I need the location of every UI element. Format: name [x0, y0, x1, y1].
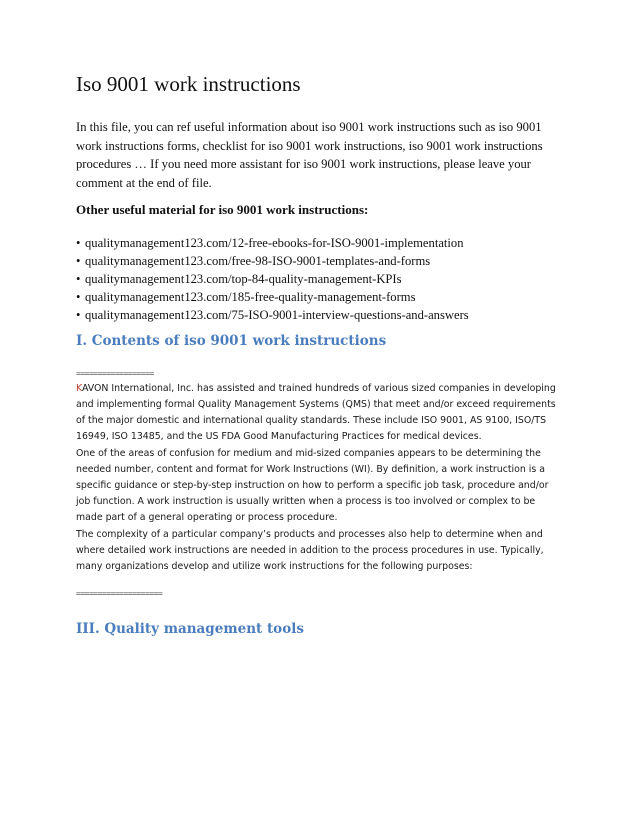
link-text[interactable]: qualitymanagement123.com/185-free-quality-management-forms [85, 290, 416, 304]
bullet-icon: • [76, 290, 81, 304]
dropcap-letter: K [76, 383, 82, 394]
paragraph-line: and implementing formal Quality Management Systems (QMS) that meet and/or exceed requirements [76, 399, 556, 410]
link-text[interactable]: qualitymanagement123.com/75-ISO-9001-interview-questions-and-answers [85, 308, 469, 322]
intro-line: In this file, you can ref useful information about iso 9001 work instructions such as iso 9001 [76, 120, 542, 134]
paragraph-confusion [76, 446, 566, 526]
list-item[interactable] [76, 234, 469, 252]
link-text[interactable]: qualitymanagement123.com/free-98-ISO-9001-templates-and-forms [85, 254, 431, 268]
paragraph-line: specific guidance or step-by-step instruction on how to perform a specific job task, procedure and/or [76, 480, 549, 491]
section-heading-contents: I. Contents of iso 9001 work instructions [76, 333, 387, 349]
paragraph-complexity [76, 527, 566, 575]
paragraph-kavon [76, 381, 566, 445]
divider-rule: ================== [76, 369, 154, 378]
list-item[interactable] [76, 270, 469, 288]
link-text[interactable]: qualitymanagement123.com/top-84-quality-management-KPIs [85, 272, 402, 286]
list-item[interactable] [76, 252, 469, 270]
paragraph-line: many organizations develop and utilize work instructions for the following purposes: [76, 561, 473, 572]
intro-line: work instructions forms, checklist for iso 9001 work instructions, iso 9001 work instructions [76, 138, 543, 153]
intro-paragraph [76, 118, 566, 192]
useful-material-heading: Other useful material for iso 9001 work instructions: [76, 202, 369, 217]
divider-rule: ==================== [76, 589, 163, 598]
useful-links-list [76, 234, 469, 324]
page-title: Iso 9001 work instructions [76, 72, 301, 96]
bullet-icon: • [76, 236, 81, 250]
bullet-icon: • [76, 308, 81, 322]
paragraph-line: of the major domestic and international quality standards. These include ISO 9001, AS 9100, ISO/TS [76, 415, 547, 426]
paragraph-line: made part of a general operating or process procedure. [76, 512, 338, 523]
paragraph-line: One of the areas of confusion for medium and mid-sized companies appears to be determining the [76, 448, 541, 459]
section-heading-quality-tools: III. Quality management tools [76, 621, 304, 637]
intro-line: procedures … If you need more assistant for iso 9001 work instructions, please leave your [76, 157, 532, 171]
list-item[interactable] [76, 288, 469, 306]
paragraph-line: job function. A work instruction is usually written when a process is too involved or complex to be [76, 496, 536, 507]
paragraph-line: where detailed work instructions are needed in addition to the process procedures in use. Typically, [76, 545, 544, 556]
paragraph-line: needed number, content and format for Work Instructions (WI). By definition, a work instruction is a [76, 464, 546, 475]
list-item[interactable] [76, 306, 469, 324]
paragraph-line: The complexity of a particular company’s products and processes also help to determine when and [76, 529, 543, 540]
link-text[interactable]: qualitymanagement123.com/12-free-ebooks-for-ISO-9001-implementation [85, 236, 464, 250]
intro-line: comment at the end of file. [76, 175, 212, 190]
paragraph-line-text: AVON International, Inc. has assisted and trained hundreds of various sized companies in developing [81, 383, 556, 394]
bullet-icon: • [76, 272, 81, 286]
bullet-icon: • [76, 254, 81, 268]
paragraph-line [76, 381, 566, 397]
paragraph-line: 16949, ISO 13485, and the US FDA Good Manufacturing Practices for medical devices. [76, 431, 482, 442]
